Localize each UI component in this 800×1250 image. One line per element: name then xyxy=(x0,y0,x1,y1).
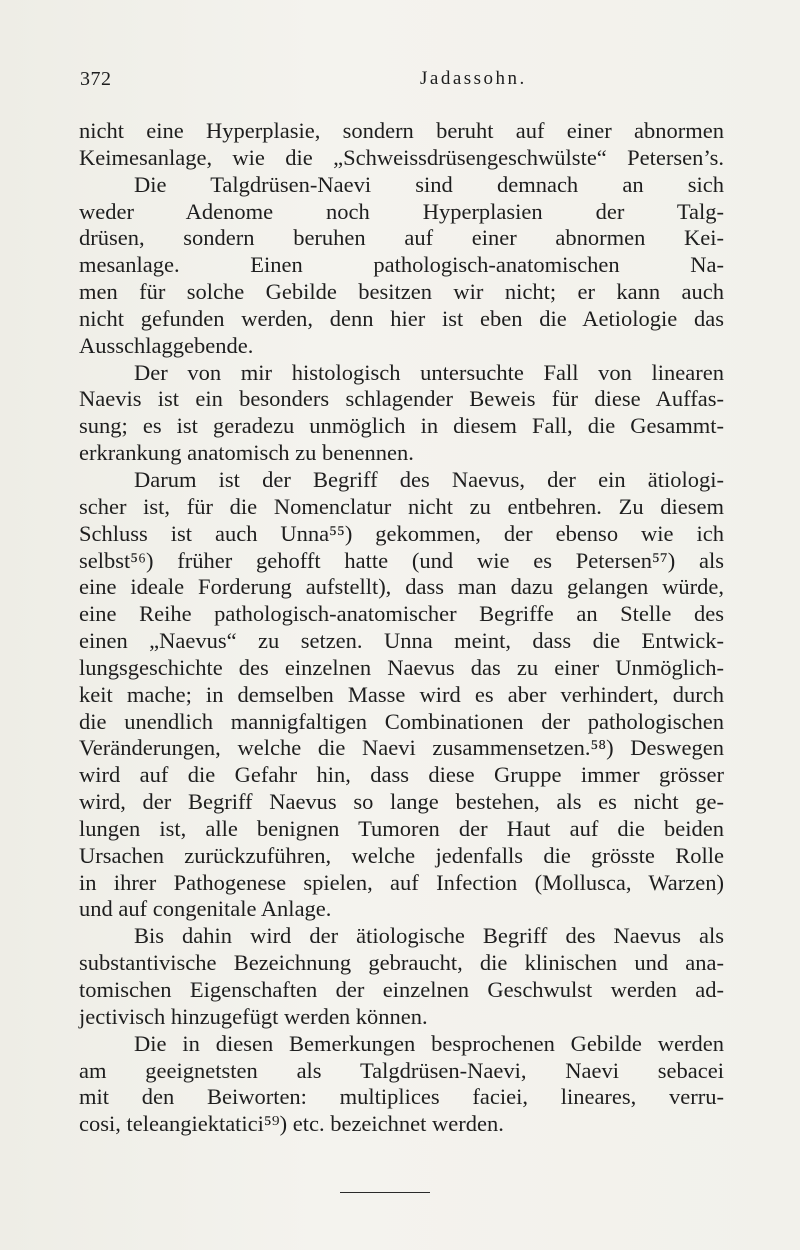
text-line: nicht eine Hyperplasie, sondern beruht auf einer abnormen xyxy=(79,118,724,143)
text-line: Ausschlaggebende. xyxy=(79,332,254,358)
text-line: weder Adenome noch Hyperplasien der Talg- xyxy=(79,198,724,224)
text-line: eine ideale Forderung aufstellt), dass man dazu gelangen würde, xyxy=(79,574,724,600)
text-line: Keimesanlage, wie die „Schweissdrüsengeschwülste“ Petersen’s. xyxy=(79,144,724,170)
text-line: wird, der Begriff Naevus so lange bestehen, als es nicht ge- xyxy=(79,789,724,815)
text-line: nicht gefunden werden, denn hier ist eben die Aetiologie das xyxy=(79,305,724,331)
text-line: drüsen, sondern beruhen auf einer abnormen Kei- xyxy=(79,225,724,251)
text-line: mesanlage. Einen pathologisch-anatomischen Na- xyxy=(79,252,724,278)
text-line: am geeignetsten als Talgdrüsen-Naevi, Naevi sebacei xyxy=(79,1057,724,1083)
text-line: Schluss ist auch Unna⁵⁵) gekommen, der ebenso wie ich xyxy=(79,520,724,546)
text-line: Die in diesen Bemerkungen besprochenen Gebilde werden xyxy=(134,1030,724,1056)
text-line: jectivisch hinzugefügt werden können. xyxy=(79,1003,428,1029)
text-line: Ursachen zurückzuführen, welche jedenfalls die grösste Rolle xyxy=(79,842,724,868)
page-number: 372 xyxy=(80,68,112,90)
text-line: sung; es ist geradezu unmöglich in diesem Fall, die Gesammt- xyxy=(79,413,724,439)
text-line: scher ist, für die Nomenclatur nicht zu entbehren. Zu diesem xyxy=(79,493,724,519)
text-line: men für solche Gebilde besitzen wir nicht; er kann auch xyxy=(79,279,724,305)
text-line: einen „Naevus“ zu setzen. Unna meint, dass die Entwick- xyxy=(79,628,724,654)
text-line: selbst⁵⁶) früher gehofft hatte (und wie es Petersen⁵⁷) als xyxy=(79,547,724,573)
running-head: Jadassohn. xyxy=(420,68,527,89)
text-line: lungsgeschichte des einzelnen Naevus das zu einer Unmöglich- xyxy=(79,654,724,680)
text-line: wird auf die Gefahr hin, dass diese Gruppe immer grösser xyxy=(79,762,724,788)
text-line: Veränderungen, welche die Naevi zusammensetzen.⁵⁸) Deswegen xyxy=(79,735,724,761)
text-line: Der von mir histologisch untersuchte Fall von linearen xyxy=(134,359,724,385)
text-line: Die Talgdrüsen-Naevi sind demnach an sich xyxy=(134,171,724,197)
text-line: keit mache; in demselben Masse wird es aber verhindert, durch xyxy=(79,681,724,707)
text-line: cosi, teleangiektatici⁵⁹) etc. bezeichnet werden. xyxy=(79,1111,504,1137)
text-line: Darum ist der Begriff des Naevus, der ein ätiologi- xyxy=(134,466,724,492)
text-line: tomischen Eigenschaften der einzelnen Geschwulst werden ad- xyxy=(79,977,724,1002)
text-line: substantivische Bezeichnung gebraucht, die klinischen und ana- xyxy=(79,950,724,976)
text-line: und auf congenitale Anlage. xyxy=(79,896,332,922)
page-header xyxy=(80,68,740,98)
text-line: eine Reihe pathologisch-anatomischer Begriffe an Stelle des xyxy=(79,601,724,627)
body-text xyxy=(79,118,724,1138)
text-line: mit den Beiworten: multiplices faciei, lineares, verru- xyxy=(79,1084,724,1110)
text-line: Naevis ist ein besonders schlagender Beweis für diese Auffas- xyxy=(79,386,724,412)
text-line: erkrankung anatomisch zu benennen. xyxy=(79,440,414,466)
section-end-rule xyxy=(340,1192,430,1193)
text-line: lungen ist, alle benignen Tumoren der Haut auf die beiden xyxy=(79,815,724,841)
text-line: die unendlich mannigfaltigen Combinationen der pathologischen xyxy=(79,708,724,734)
text-line: in ihrer Pathogenese spielen, auf Infection (Mollusca, Warzen) xyxy=(79,869,724,895)
text-line: Bis dahin wird der ätiologische Begriff des Naevus als xyxy=(134,923,724,949)
